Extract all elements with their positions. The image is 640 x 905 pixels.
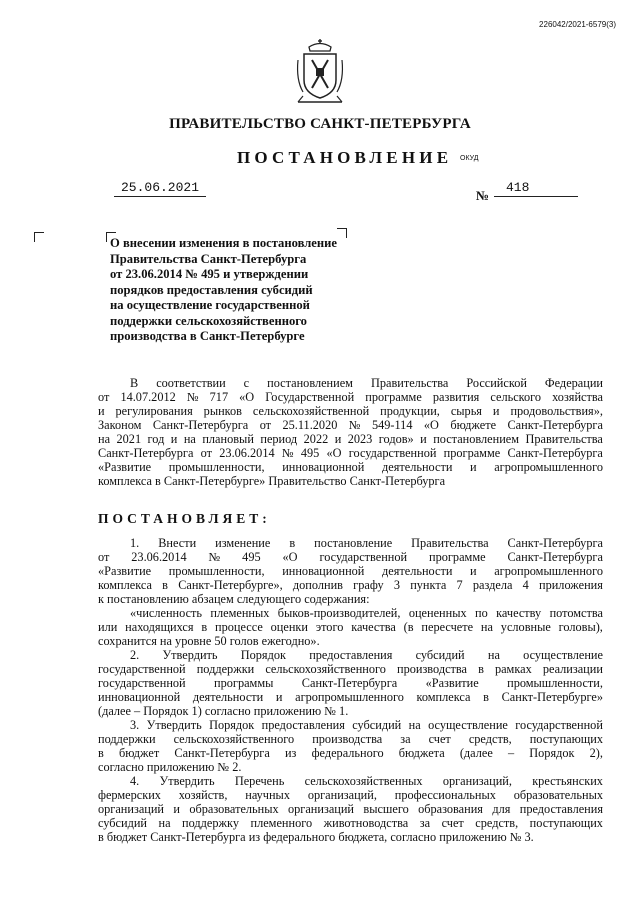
word: государственной — [98, 676, 186, 690]
resolution-items — [98, 536, 603, 844]
word: приложения — [539, 578, 603, 592]
text-line — [98, 746, 603, 760]
word: 23.06.2014 — [131, 550, 187, 564]
word: 2. — [130, 648, 140, 662]
word: за — [400, 732, 411, 746]
word: осуществление — [523, 648, 603, 662]
word: Санкт-Петербурга — [152, 418, 249, 432]
word: и — [492, 404, 500, 418]
word: Санкт-Петербурге» — [501, 690, 603, 704]
word: пункта — [410, 578, 447, 592]
word: для — [492, 802, 511, 816]
word: организаций, — [307, 788, 377, 802]
word: поддержки — [196, 662, 255, 676]
word: Утвердить — [146, 718, 202, 732]
word: племенных — [210, 606, 270, 620]
word: в — [201, 620, 208, 634]
word: этого — [315, 620, 344, 634]
word: Российской — [466, 376, 527, 390]
word: Правительства — [370, 376, 449, 390]
text-line — [98, 802, 603, 816]
word: «О — [239, 390, 255, 404]
word: агропромышленного — [295, 690, 404, 704]
word: изменение — [215, 536, 271, 550]
word: Санкт-Петербурга — [507, 536, 603, 550]
word: рынков — [203, 404, 242, 418]
word: головы), — [558, 620, 603, 634]
word: Законом — [98, 418, 142, 432]
text-line — [98, 774, 603, 788]
word: сельскохозяйственных — [304, 774, 423, 788]
word: Санкт-Петербурга — [507, 446, 603, 460]
word: по — [475, 606, 488, 620]
word: постановлением — [267, 376, 353, 390]
word: от — [98, 550, 110, 564]
word: Правительства — [525, 432, 603, 446]
document-date: 25.06.2021 — [114, 180, 206, 197]
word: в — [483, 690, 489, 704]
word: 717 — [209, 390, 229, 404]
text-line — [98, 432, 603, 446]
text-line — [98, 404, 603, 418]
text-line — [98, 718, 603, 732]
word: качеству — [496, 606, 542, 620]
word: из — [284, 746, 297, 760]
word: государственной — [319, 550, 408, 564]
word: деятельности — [192, 690, 264, 704]
word: организаций — [288, 802, 355, 816]
text-line — [98, 474, 603, 488]
text-line — [98, 564, 603, 578]
word: № — [281, 446, 294, 460]
title-line: О внесении изменения в постановление — [110, 236, 337, 250]
word: Порядок — [240, 648, 286, 662]
word: год — [147, 432, 165, 446]
word: рамках — [494, 662, 532, 676]
word: поддержки — [98, 732, 156, 746]
word: «О — [423, 418, 439, 432]
document-registration-number: 226042/2021-6579(3) — [539, 20, 616, 29]
text-line — [98, 830, 603, 844]
word: «Развитие — [425, 676, 479, 690]
word: с — [243, 376, 250, 390]
word: профессиональных — [394, 788, 496, 802]
word: организаций, — [442, 774, 512, 788]
word: продукции, — [380, 404, 440, 418]
word: программе — [443, 446, 501, 460]
word: деятельности — [382, 460, 453, 474]
word: Порядок — [209, 718, 255, 732]
word: инновационной — [282, 564, 365, 578]
text-line — [98, 446, 603, 460]
preamble-paragraph — [98, 376, 603, 488]
word: комплекса — [416, 690, 471, 704]
word: В — [130, 376, 139, 390]
title-line: поддержки сельскохозяйственного — [110, 313, 307, 328]
word: в — [98, 746, 104, 760]
word: программе — [365, 390, 422, 404]
word: оцененных — [408, 606, 467, 620]
word: поступающих — [529, 732, 603, 746]
word: развития — [432, 390, 480, 404]
word: деятельности — [382, 564, 453, 578]
text-line — [98, 418, 603, 432]
text-line — [98, 578, 603, 592]
word: государственной — [348, 446, 437, 460]
text-line — [98, 816, 603, 830]
word: Санкт-Петербурга — [507, 418, 603, 432]
word: быков-производителей, — [277, 606, 401, 620]
document-title — [110, 236, 350, 345]
text-line — [98, 550, 603, 564]
word: период — [260, 432, 298, 446]
word: № — [348, 418, 361, 432]
word: фермерских — [98, 788, 161, 802]
text-line — [98, 620, 603, 634]
word: № — [208, 550, 221, 564]
word: поступающих — [529, 816, 603, 830]
word: 495 — [242, 550, 261, 564]
title-line: на осуществление государственной — [110, 298, 310, 312]
word: за — [419, 816, 431, 830]
word: агропромышленного — [494, 460, 603, 474]
word: средств, — [475, 816, 519, 830]
word: раздела — [472, 578, 513, 592]
word: сельского — [490, 390, 542, 404]
word: сохранится на уровне 50 голов ежегодно». — [98, 634, 320, 648]
word: и — [470, 460, 477, 474]
word: и — [98, 404, 105, 418]
word: на — [183, 432, 196, 446]
title-line: от 23.06.2014 № 495 и утверждении — [110, 267, 309, 281]
text-line — [98, 634, 603, 648]
word: Федерации — [544, 376, 603, 390]
word: животноводства — [323, 816, 409, 830]
word: находящихся — [125, 620, 194, 634]
word: «О — [326, 446, 342, 460]
title-line: Правительства Санкт-Петербурга — [110, 251, 307, 266]
text-line — [98, 760, 603, 774]
word: дополнив — [292, 578, 343, 592]
word: комплекса в Санкт-Петербурге» Правительство Санкт-Петербурга — [98, 474, 446, 488]
word: 4. — [130, 774, 140, 788]
word: Утвердить — [159, 774, 215, 788]
word: оценки — [270, 620, 308, 634]
word: промышленности, — [507, 676, 603, 690]
word: средств, — [468, 732, 512, 746]
word: на — [480, 620, 493, 634]
word: государственной — [98, 662, 186, 676]
text-line — [98, 390, 603, 404]
title-line: порядков предоставления субсидий — [110, 282, 313, 297]
word: федерального — [311, 746, 384, 760]
number-sign: № — [476, 188, 490, 203]
word: высшего — [363, 802, 409, 816]
word: и — [470, 564, 477, 578]
word: «Развитие — [98, 460, 152, 474]
document-number: 418 — [494, 180, 578, 197]
text-line — [98, 606, 603, 620]
text-line — [98, 676, 603, 690]
word: Санкт-Петербурга — [98, 446, 194, 460]
word: – — [507, 746, 515, 760]
word: соответствии — [156, 376, 226, 390]
word: сельскохозяйственной — [252, 404, 370, 418]
text-line — [98, 788, 603, 802]
word: реализации — [542, 662, 603, 676]
word: программы — [214, 676, 274, 690]
word: Санкт-Петербурга — [301, 676, 398, 690]
word: на — [408, 718, 421, 732]
word: счет — [441, 816, 464, 830]
word: 14.07.2012 — [120, 390, 176, 404]
word: образовательных — [513, 788, 603, 802]
word: в — [289, 536, 296, 550]
word: потомства — [549, 606, 603, 620]
word: субсидий — [352, 718, 402, 732]
word: Государственной — [265, 390, 355, 404]
text-line — [98, 376, 603, 390]
word: производства — [312, 732, 383, 746]
word: субсидий — [98, 816, 147, 830]
word: регулирования — [115, 404, 193, 418]
word: предоставления — [261, 718, 345, 732]
word: и — [275, 690, 283, 704]
word: 7 — [456, 578, 463, 592]
word: агропромышленного — [494, 564, 603, 578]
word: 23.06.2014 — [219, 446, 275, 460]
word: (далее — [459, 746, 493, 760]
word: пересчете — [421, 620, 474, 634]
text-line — [98, 536, 603, 550]
word: организаций — [98, 802, 165, 816]
word: инновационной — [282, 460, 365, 474]
word: 549-114 — [371, 418, 413, 432]
word: промышленности, — [168, 460, 265, 474]
word: образования — [418, 802, 483, 816]
word: от — [259, 418, 272, 432]
word: научных — [245, 788, 290, 802]
word: на — [158, 816, 171, 830]
word: комплекса — [98, 578, 152, 592]
word: образовательных — [189, 802, 279, 816]
word: промышленности, — [168, 564, 265, 578]
word: «численность — [130, 606, 203, 620]
word: (в — [403, 620, 414, 634]
word: на — [98, 432, 111, 446]
word: бюджете — [450, 418, 497, 432]
word: предоставления — [519, 802, 603, 816]
word: качества — [351, 620, 396, 634]
word: Перечень — [234, 774, 285, 788]
word: программе — [429, 550, 486, 564]
text-line — [98, 648, 603, 662]
word: Правительства — [411, 536, 489, 550]
word: «О — [282, 550, 298, 564]
text-line — [98, 704, 603, 718]
word: «Развитие — [98, 564, 152, 578]
word: субсидий — [415, 648, 465, 662]
word: Санкт-Петербурге», — [178, 578, 283, 592]
text-line — [98, 662, 603, 676]
document-type: ПОСТАНОВЛЕНИЕ — [237, 148, 453, 167]
word: продовольствия», — [510, 404, 603, 418]
word: сельскохозяйственного — [173, 732, 295, 746]
word: 4 — [522, 578, 529, 592]
word: племенного — [250, 816, 313, 830]
word: Утвердить — [162, 648, 218, 662]
word: Порядок — [529, 746, 575, 760]
okud-label: ОКУД — [460, 155, 479, 162]
word: постановление — [314, 536, 393, 550]
word: производства — [396, 662, 468, 676]
word: бюджета — [398, 746, 445, 760]
word: годов» — [378, 432, 414, 446]
word: предоставления — [309, 648, 393, 662]
word: от — [98, 390, 110, 404]
word: и — [173, 802, 180, 816]
word: и — [334, 432, 342, 446]
word: крестьянских — [532, 774, 603, 788]
word: или — [98, 620, 118, 634]
text-line — [98, 460, 603, 474]
word: 2), — [589, 746, 603, 760]
word: счет — [428, 732, 451, 746]
word: инновационной — [98, 690, 181, 704]
word: № — [186, 390, 199, 404]
word: Внести — [158, 536, 197, 550]
word: 495 — [300, 446, 320, 460]
word: (далее – Порядок 1) согласно приложению № 1. — [98, 704, 349, 718]
word: Санкт-Петербурга — [507, 550, 603, 564]
word: от — [200, 446, 213, 460]
word: 3 — [393, 578, 400, 592]
word: в — [478, 662, 484, 676]
word: 2023 — [347, 432, 373, 446]
word: бюджет — [118, 746, 160, 760]
word: графу — [353, 578, 384, 592]
word: на — [487, 648, 500, 662]
word: постановлением — [433, 432, 520, 446]
word: сырья — [450, 404, 482, 418]
word: условные — [500, 620, 551, 634]
text-line — [98, 690, 603, 704]
word: хозяйств, — [178, 788, 228, 802]
resolves-heading: ПОСТАНОВЛЯЕТ: — [98, 511, 271, 526]
text-line — [98, 592, 603, 606]
word: сельскохозяйственного — [265, 662, 386, 676]
word: 25.11.2020 — [282, 418, 338, 432]
word: государственной — [515, 718, 603, 732]
coat-of-arms-emblem — [295, 38, 345, 108]
word: в — [162, 578, 168, 592]
word: Санкт-Петербурга — [174, 746, 270, 760]
word: 2021 — [116, 432, 142, 446]
word: хозяйства — [552, 390, 603, 404]
word: осуществление — [428, 718, 508, 732]
issuing-authority: ПРАВИТЕЛЬСТВО САНКТ-ПЕТЕРБУРГА — [169, 116, 471, 132]
word: поддержку — [182, 816, 239, 830]
word: и — [420, 432, 427, 446]
word: 3. — [130, 718, 140, 732]
word: к постановлению абзацем следующего содержания: — [98, 592, 370, 606]
text-line — [98, 732, 603, 746]
word: 1. — [130, 536, 140, 550]
word: и — [170, 432, 178, 446]
title-line: производства в Санкт-Петербурге — [110, 329, 305, 343]
word: 2022 — [303, 432, 329, 446]
word: в бюджет Санкт-Петербурга из федерального бюджета, согласно приложению № 3. — [98, 830, 534, 844]
corner-mark-left — [34, 232, 44, 242]
word: согласно приложению № 2. — [98, 760, 242, 774]
word: процессе — [215, 620, 263, 634]
word: плановый — [202, 432, 254, 446]
